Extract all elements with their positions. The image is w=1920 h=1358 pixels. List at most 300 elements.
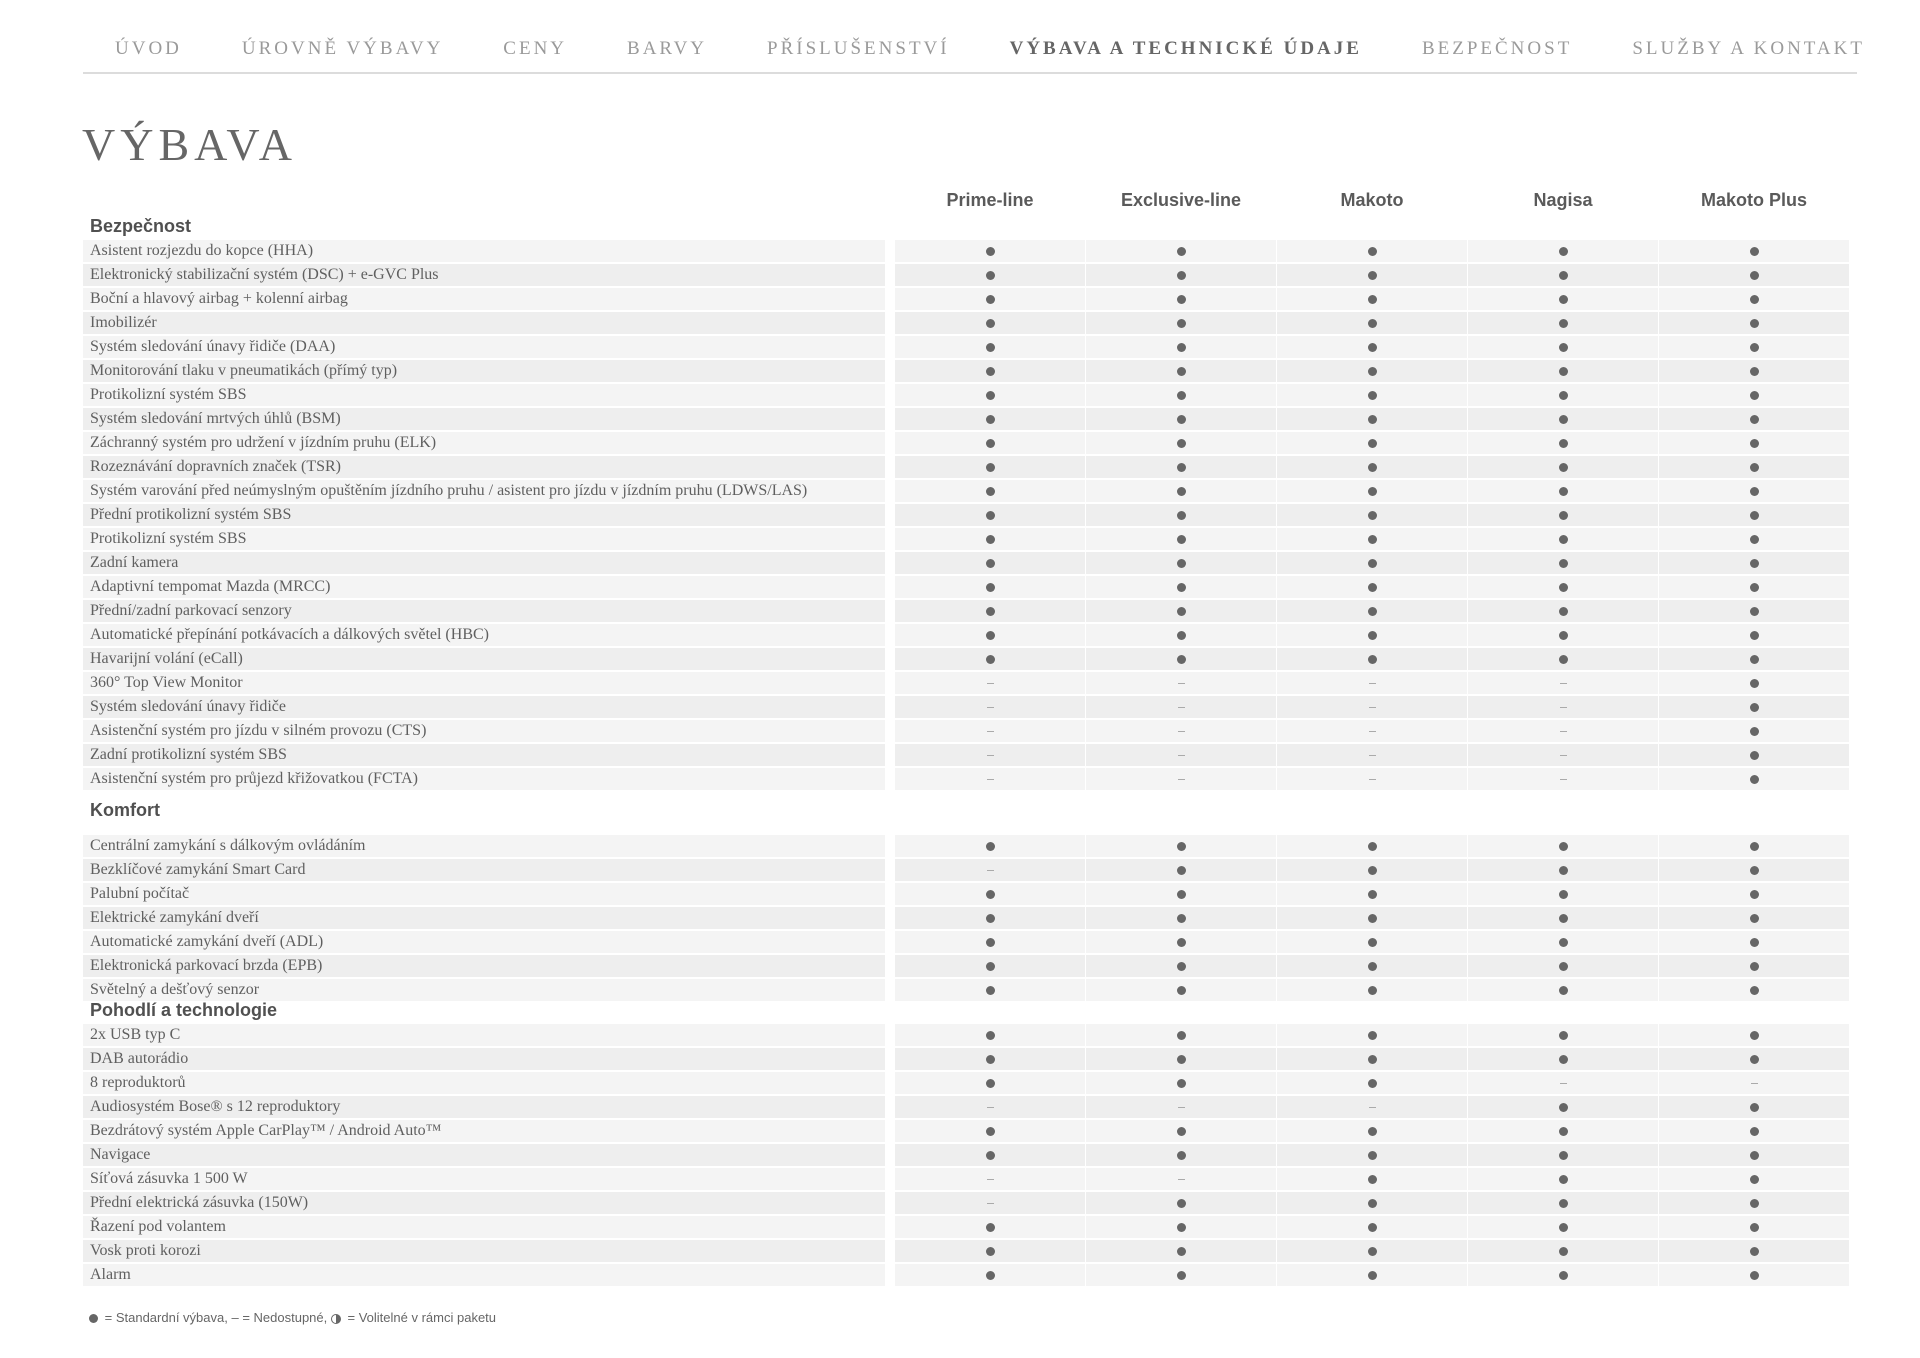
table-row xyxy=(83,552,1857,574)
value-cell xyxy=(1468,528,1658,550)
standard-dot-icon xyxy=(1750,391,1759,400)
standard-dot-icon xyxy=(986,535,995,544)
standard-dot-icon xyxy=(1559,1223,1568,1232)
standard-dot-icon xyxy=(1750,1055,1759,1064)
value-cell xyxy=(1086,456,1276,478)
standard-dot-icon xyxy=(1750,1031,1759,1040)
standard-dot-icon xyxy=(89,1314,98,1323)
table-row xyxy=(83,907,1857,929)
value-cell xyxy=(895,1048,1085,1070)
value-cell xyxy=(1468,768,1658,790)
standard-dot-icon xyxy=(1559,1247,1568,1256)
value-cell xyxy=(1086,528,1276,550)
value-cell xyxy=(1277,1048,1467,1070)
nav-item[interactable]: SLUŽBY A KONTAKT xyxy=(1632,38,1865,59)
feature-label: 2x USB typ C xyxy=(83,1024,885,1046)
value-cell xyxy=(1468,408,1658,430)
standard-dot-icon xyxy=(1177,866,1186,875)
standard-dot-icon xyxy=(1368,559,1377,568)
value-cell xyxy=(1468,240,1658,262)
standard-dot-icon xyxy=(1750,986,1759,995)
section-title: Pohodlí a technologie xyxy=(90,1000,278,1020)
table-row xyxy=(83,264,1857,286)
section-title: Bezpečnost xyxy=(90,216,192,236)
standard-dot-icon xyxy=(1559,583,1568,592)
unavailable-dash-icon xyxy=(987,779,994,780)
standard-dot-icon xyxy=(1750,439,1759,448)
value-cell xyxy=(1086,979,1276,1001)
standard-dot-icon xyxy=(1368,1271,1377,1280)
value-cell xyxy=(895,1144,1085,1166)
value-cell xyxy=(1086,1144,1276,1166)
unavailable-dash-icon xyxy=(1178,683,1185,684)
value-cell xyxy=(895,1240,1085,1262)
standard-dot-icon xyxy=(1368,1175,1377,1184)
value-cell xyxy=(1659,264,1849,286)
standard-dot-icon xyxy=(1177,1127,1186,1136)
value-cell xyxy=(1659,480,1849,502)
standard-dot-icon xyxy=(1177,1079,1186,1088)
value-cell xyxy=(1468,264,1658,286)
value-cell xyxy=(1277,1144,1467,1166)
table-row xyxy=(83,768,1857,790)
standard-dot-icon xyxy=(986,938,995,947)
column-header: Makoto xyxy=(1340,190,1404,210)
feature-label: Adaptivní tempomat Mazda (MRCC) xyxy=(83,576,885,598)
standard-dot-icon xyxy=(986,511,995,520)
table-row xyxy=(83,672,1857,694)
standard-dot-icon xyxy=(1177,439,1186,448)
main-nav xyxy=(83,38,1865,74)
value-cell xyxy=(1659,312,1849,334)
feature-label: Záchranný systém pro udržení v jízdním pruhu (ELK) xyxy=(83,432,885,454)
standard-dot-icon xyxy=(1559,1031,1568,1040)
standard-dot-icon xyxy=(1750,343,1759,352)
standard-dot-icon xyxy=(986,463,995,472)
standard-dot-icon xyxy=(1368,295,1377,304)
standard-dot-icon xyxy=(1177,319,1186,328)
value-cell xyxy=(1086,600,1276,622)
standard-dot-icon xyxy=(1559,1055,1568,1064)
value-cell xyxy=(1277,384,1467,406)
legend-optional: = Volitelné v rámci paketu xyxy=(347,1310,497,1325)
value-cell xyxy=(1086,264,1276,286)
standard-dot-icon xyxy=(1750,1175,1759,1184)
legend-unavailable: – = Nedostupné, xyxy=(231,1310,328,1325)
value-cell xyxy=(895,384,1085,406)
feature-label: Monitorování tlaku v pneumatikách (přímý typ) xyxy=(83,360,885,382)
standard-dot-icon xyxy=(1559,1271,1568,1280)
standard-dot-icon xyxy=(1559,866,1568,875)
feature-label: Vosk proti korozi xyxy=(83,1240,885,1262)
unavailable-dash-icon xyxy=(1369,755,1376,756)
table-row xyxy=(83,835,1857,857)
table-row xyxy=(83,648,1857,670)
standard-dot-icon xyxy=(986,1223,995,1232)
standard-dot-icon xyxy=(1750,1199,1759,1208)
value-cell xyxy=(895,1192,1085,1214)
value-cell xyxy=(1277,240,1467,262)
standard-dot-icon xyxy=(1368,607,1377,616)
value-cell xyxy=(1468,1048,1658,1070)
feature-label: 8 reproduktorů xyxy=(83,1072,885,1094)
standard-dot-icon xyxy=(1368,535,1377,544)
standard-dot-icon xyxy=(1177,890,1186,899)
standard-dot-icon xyxy=(986,391,995,400)
standard-dot-icon xyxy=(1750,463,1759,472)
table-row xyxy=(83,859,1857,881)
value-cell xyxy=(895,504,1085,526)
standard-dot-icon xyxy=(986,631,995,640)
value-cell xyxy=(1277,312,1467,334)
table-row xyxy=(83,408,1857,430)
unavailable-dash-icon xyxy=(1369,731,1376,732)
standard-dot-icon xyxy=(1177,914,1186,923)
table-row xyxy=(83,288,1857,310)
standard-dot-icon xyxy=(1559,487,1568,496)
standard-dot-icon xyxy=(1177,1247,1186,1256)
unavailable-dash-icon xyxy=(987,1179,994,1180)
unavailable-dash-icon xyxy=(1178,1107,1185,1108)
nav-item[interactable]: VÝBAVA A TECHNICKÉ ÚDAJE xyxy=(1009,38,1362,59)
value-cell xyxy=(1277,1264,1467,1286)
standard-dot-icon xyxy=(1559,439,1568,448)
standard-dot-icon xyxy=(1177,842,1186,851)
value-cell xyxy=(1086,883,1276,905)
standard-dot-icon xyxy=(1559,1103,1568,1112)
feature-label: Rozeznávání dopravních značek (TSR) xyxy=(83,456,885,478)
standard-dot-icon xyxy=(1750,271,1759,280)
standard-dot-icon xyxy=(1177,415,1186,424)
value-cell xyxy=(1468,835,1658,857)
value-cell xyxy=(895,456,1085,478)
value-cell xyxy=(895,480,1085,502)
standard-dot-icon xyxy=(1750,751,1759,760)
feature-label: Protikolizní systém SBS xyxy=(83,384,885,406)
value-cell xyxy=(895,835,1085,857)
value-cell xyxy=(1659,1024,1849,1046)
value-cell xyxy=(1659,528,1849,550)
standard-dot-icon xyxy=(986,415,995,424)
standard-dot-icon xyxy=(1368,938,1377,947)
standard-dot-icon xyxy=(1368,986,1377,995)
unavailable-dash-icon xyxy=(1369,707,1376,708)
value-cell xyxy=(1086,1192,1276,1214)
standard-dot-icon xyxy=(1368,367,1377,376)
value-cell xyxy=(1659,1192,1849,1214)
value-cell xyxy=(1659,240,1849,262)
standard-dot-icon xyxy=(986,914,995,923)
table-row xyxy=(83,576,1857,598)
table-row xyxy=(83,624,1857,646)
nav-item[interactable]: CENY xyxy=(503,38,568,59)
standard-dot-icon xyxy=(1368,1199,1377,1208)
standard-dot-icon xyxy=(1750,679,1759,688)
value-cell xyxy=(1468,1096,1658,1118)
page-title: VÝBAVA xyxy=(82,119,297,170)
value-cell xyxy=(1659,859,1849,881)
value-cell xyxy=(895,552,1085,574)
value-cell xyxy=(1086,432,1276,454)
unavailable-dash-icon xyxy=(1560,707,1567,708)
standard-dot-icon xyxy=(1750,631,1759,640)
value-cell xyxy=(1277,408,1467,430)
value-cell xyxy=(1277,336,1467,358)
standard-dot-icon xyxy=(1559,295,1568,304)
standard-dot-icon xyxy=(1559,842,1568,851)
value-cell xyxy=(895,432,1085,454)
value-cell xyxy=(1277,720,1467,742)
unavailable-dash-icon xyxy=(1178,1179,1185,1180)
standard-dot-icon xyxy=(1750,535,1759,544)
standard-dot-icon xyxy=(986,487,995,496)
value-cell xyxy=(1086,955,1276,977)
standard-dot-icon xyxy=(1368,962,1377,971)
unavailable-dash-icon xyxy=(1178,755,1185,756)
value-cell xyxy=(1086,360,1276,382)
value-cell xyxy=(1659,1216,1849,1238)
nav-item[interactable]: BARVY xyxy=(627,38,708,59)
section-title: Komfort xyxy=(90,800,160,820)
value-cell xyxy=(1086,576,1276,598)
legend-standard: = Standardní výbava, xyxy=(104,1310,228,1325)
feature-label: Alarm xyxy=(83,1264,885,1286)
value-cell xyxy=(895,1120,1085,1142)
standard-dot-icon xyxy=(1177,535,1186,544)
value-cell xyxy=(1086,240,1276,262)
standard-dot-icon xyxy=(1750,1247,1759,1256)
value-cell xyxy=(1659,504,1849,526)
unavailable-dash-icon xyxy=(1369,1107,1376,1108)
value-cell xyxy=(1086,408,1276,430)
feature-label: Přední elektrická zásuvka (150W) xyxy=(83,1192,885,1214)
value-cell xyxy=(1086,624,1276,646)
value-cell xyxy=(1277,648,1467,670)
value-cell xyxy=(895,1216,1085,1238)
value-cell xyxy=(895,528,1085,550)
nav-item[interactable]: ÚROVNĚ VÝBAVY xyxy=(241,38,444,59)
unavailable-dash-icon xyxy=(987,755,994,756)
table-row xyxy=(83,931,1857,953)
value-cell xyxy=(1277,1072,1467,1094)
standard-dot-icon xyxy=(1368,271,1377,280)
standard-dot-icon xyxy=(1368,511,1377,520)
table-row xyxy=(83,1024,1857,1046)
value-cell xyxy=(1277,456,1467,478)
value-cell xyxy=(1468,648,1658,670)
value-cell xyxy=(1468,744,1658,766)
standard-dot-icon xyxy=(1750,842,1759,851)
value-cell xyxy=(1659,720,1849,742)
column-header: Nagisa xyxy=(1533,190,1593,210)
value-cell xyxy=(1468,504,1658,526)
feature-label: Elektronická parkovací brzda (EPB) xyxy=(83,955,885,977)
value-cell xyxy=(1659,907,1849,929)
value-cell xyxy=(895,931,1085,953)
standard-dot-icon xyxy=(986,1055,995,1064)
value-cell xyxy=(1468,336,1658,358)
unavailable-dash-icon xyxy=(1178,779,1185,780)
standard-dot-icon xyxy=(1559,914,1568,923)
value-cell xyxy=(1468,312,1658,334)
value-cell xyxy=(1086,768,1276,790)
unavailable-dash-icon xyxy=(1369,779,1376,780)
table-row xyxy=(83,480,1857,502)
unavailable-dash-icon xyxy=(1178,731,1185,732)
value-cell xyxy=(1468,576,1658,598)
value-cell xyxy=(1659,696,1849,718)
value-cell xyxy=(1277,907,1467,929)
value-cell xyxy=(1468,979,1658,1001)
value-cell xyxy=(895,648,1085,670)
value-cell xyxy=(1277,979,1467,1001)
value-cell xyxy=(1659,979,1849,1001)
unavailable-dash-icon xyxy=(1751,1083,1758,1084)
value-cell xyxy=(895,240,1085,262)
standard-dot-icon xyxy=(1177,1031,1186,1040)
table-row xyxy=(83,720,1857,742)
value-cell xyxy=(895,312,1085,334)
standard-dot-icon xyxy=(1750,775,1759,784)
nav-item[interactable]: BEZPEČNOST xyxy=(1421,38,1573,59)
standard-dot-icon xyxy=(1177,655,1186,664)
value-cell xyxy=(895,336,1085,358)
standard-dot-icon xyxy=(1750,1127,1759,1136)
value-cell xyxy=(1659,360,1849,382)
table-row xyxy=(83,1264,1857,1286)
feature-label: Zadní protikolizní systém SBS xyxy=(83,744,885,766)
value-cell xyxy=(1659,408,1849,430)
value-cell xyxy=(1659,1096,1849,1118)
value-cell xyxy=(1659,835,1849,857)
value-cell xyxy=(1086,1240,1276,1262)
feature-label: Automatické zamykání dveří (ADL) xyxy=(83,931,885,953)
unavailable-dash-icon xyxy=(987,1107,994,1108)
feature-label: Navigace xyxy=(83,1144,885,1166)
value-cell xyxy=(1468,288,1658,310)
nav-item[interactable]: ÚVOD xyxy=(115,38,182,59)
standard-dot-icon xyxy=(1368,842,1377,851)
value-cell xyxy=(1659,456,1849,478)
value-cell xyxy=(1086,1048,1276,1070)
standard-dot-icon xyxy=(1368,343,1377,352)
table-row xyxy=(83,1144,1857,1166)
table-row xyxy=(83,600,1857,622)
feature-label: Bezklíčové zamykání Smart Card xyxy=(83,859,885,881)
value-cell xyxy=(1659,955,1849,977)
standard-dot-icon xyxy=(1750,367,1759,376)
standard-dot-icon xyxy=(1368,487,1377,496)
value-cell xyxy=(1659,744,1849,766)
value-cell xyxy=(1468,552,1658,574)
value-cell xyxy=(1468,1240,1658,1262)
standard-dot-icon xyxy=(1177,511,1186,520)
standard-dot-icon xyxy=(1177,938,1186,947)
standard-dot-icon xyxy=(1559,962,1568,971)
value-cell xyxy=(1468,1216,1658,1238)
value-cell xyxy=(1277,480,1467,502)
feature-label: 360° Top View Monitor xyxy=(83,672,885,694)
unavailable-dash-icon xyxy=(987,731,994,732)
value-cell xyxy=(1277,1024,1467,1046)
standard-dot-icon xyxy=(1559,631,1568,640)
value-cell xyxy=(1277,768,1467,790)
unavailable-dash-icon xyxy=(987,870,994,871)
value-cell xyxy=(1468,480,1658,502)
value-cell xyxy=(1468,1264,1658,1286)
value-cell xyxy=(1277,504,1467,526)
value-cell xyxy=(1659,576,1849,598)
standard-dot-icon xyxy=(986,1151,995,1160)
table-row xyxy=(83,504,1857,526)
standard-dot-icon xyxy=(1177,367,1186,376)
standard-dot-icon xyxy=(1750,1151,1759,1160)
value-cell xyxy=(1086,835,1276,857)
unavailable-dash-icon xyxy=(1369,683,1376,684)
standard-dot-icon xyxy=(1559,271,1568,280)
value-cell xyxy=(1086,720,1276,742)
value-cell xyxy=(1086,907,1276,929)
value-cell xyxy=(1468,1144,1658,1166)
standard-dot-icon xyxy=(1177,391,1186,400)
standard-dot-icon xyxy=(986,1031,995,1040)
standard-dot-icon xyxy=(1177,583,1186,592)
feature-label: Palubní počítač xyxy=(83,883,885,905)
value-cell xyxy=(1468,955,1658,977)
feature-label: Centrální zamykání s dálkovým ovládáním xyxy=(83,835,885,857)
nav-item[interactable]: PŘÍSLUŠENSTVÍ xyxy=(767,38,950,59)
standard-dot-icon xyxy=(1368,463,1377,472)
standard-dot-icon xyxy=(1559,319,1568,328)
value-cell xyxy=(1277,432,1467,454)
standard-dot-icon xyxy=(1177,343,1186,352)
value-cell xyxy=(1659,648,1849,670)
table-row xyxy=(83,696,1857,718)
feature-label: Systém sledování mrtvých úhlů (BSM) xyxy=(83,408,885,430)
value-cell xyxy=(1659,1240,1849,1262)
standard-dot-icon xyxy=(986,559,995,568)
value-cell xyxy=(1468,600,1658,622)
value-cell xyxy=(1659,624,1849,646)
standard-dot-icon xyxy=(1559,415,1568,424)
standard-dot-icon xyxy=(1368,631,1377,640)
standard-dot-icon xyxy=(1750,703,1759,712)
standard-dot-icon xyxy=(1368,1055,1377,1064)
unavailable-dash-icon xyxy=(1178,707,1185,708)
table-row xyxy=(83,1096,1857,1118)
value-cell xyxy=(1277,672,1467,694)
standard-dot-icon xyxy=(1368,415,1377,424)
standard-dot-icon xyxy=(1750,511,1759,520)
table-row xyxy=(83,1192,1857,1214)
standard-dot-icon xyxy=(1750,1223,1759,1232)
value-cell xyxy=(1277,624,1467,646)
value-cell xyxy=(895,744,1085,766)
standard-dot-icon xyxy=(1368,1127,1377,1136)
value-cell xyxy=(1086,480,1276,502)
standard-dot-icon xyxy=(1559,535,1568,544)
value-cell xyxy=(1659,1144,1849,1166)
standard-dot-icon xyxy=(1368,1079,1377,1088)
value-cell xyxy=(1468,456,1658,478)
standard-dot-icon xyxy=(1559,391,1568,400)
standard-dot-icon xyxy=(1750,938,1759,947)
feature-label: Světelný a dešťový senzor xyxy=(83,979,885,1001)
value-cell xyxy=(1277,264,1467,286)
table-row xyxy=(83,883,1857,905)
value-cell xyxy=(1659,384,1849,406)
value-cell xyxy=(895,288,1085,310)
